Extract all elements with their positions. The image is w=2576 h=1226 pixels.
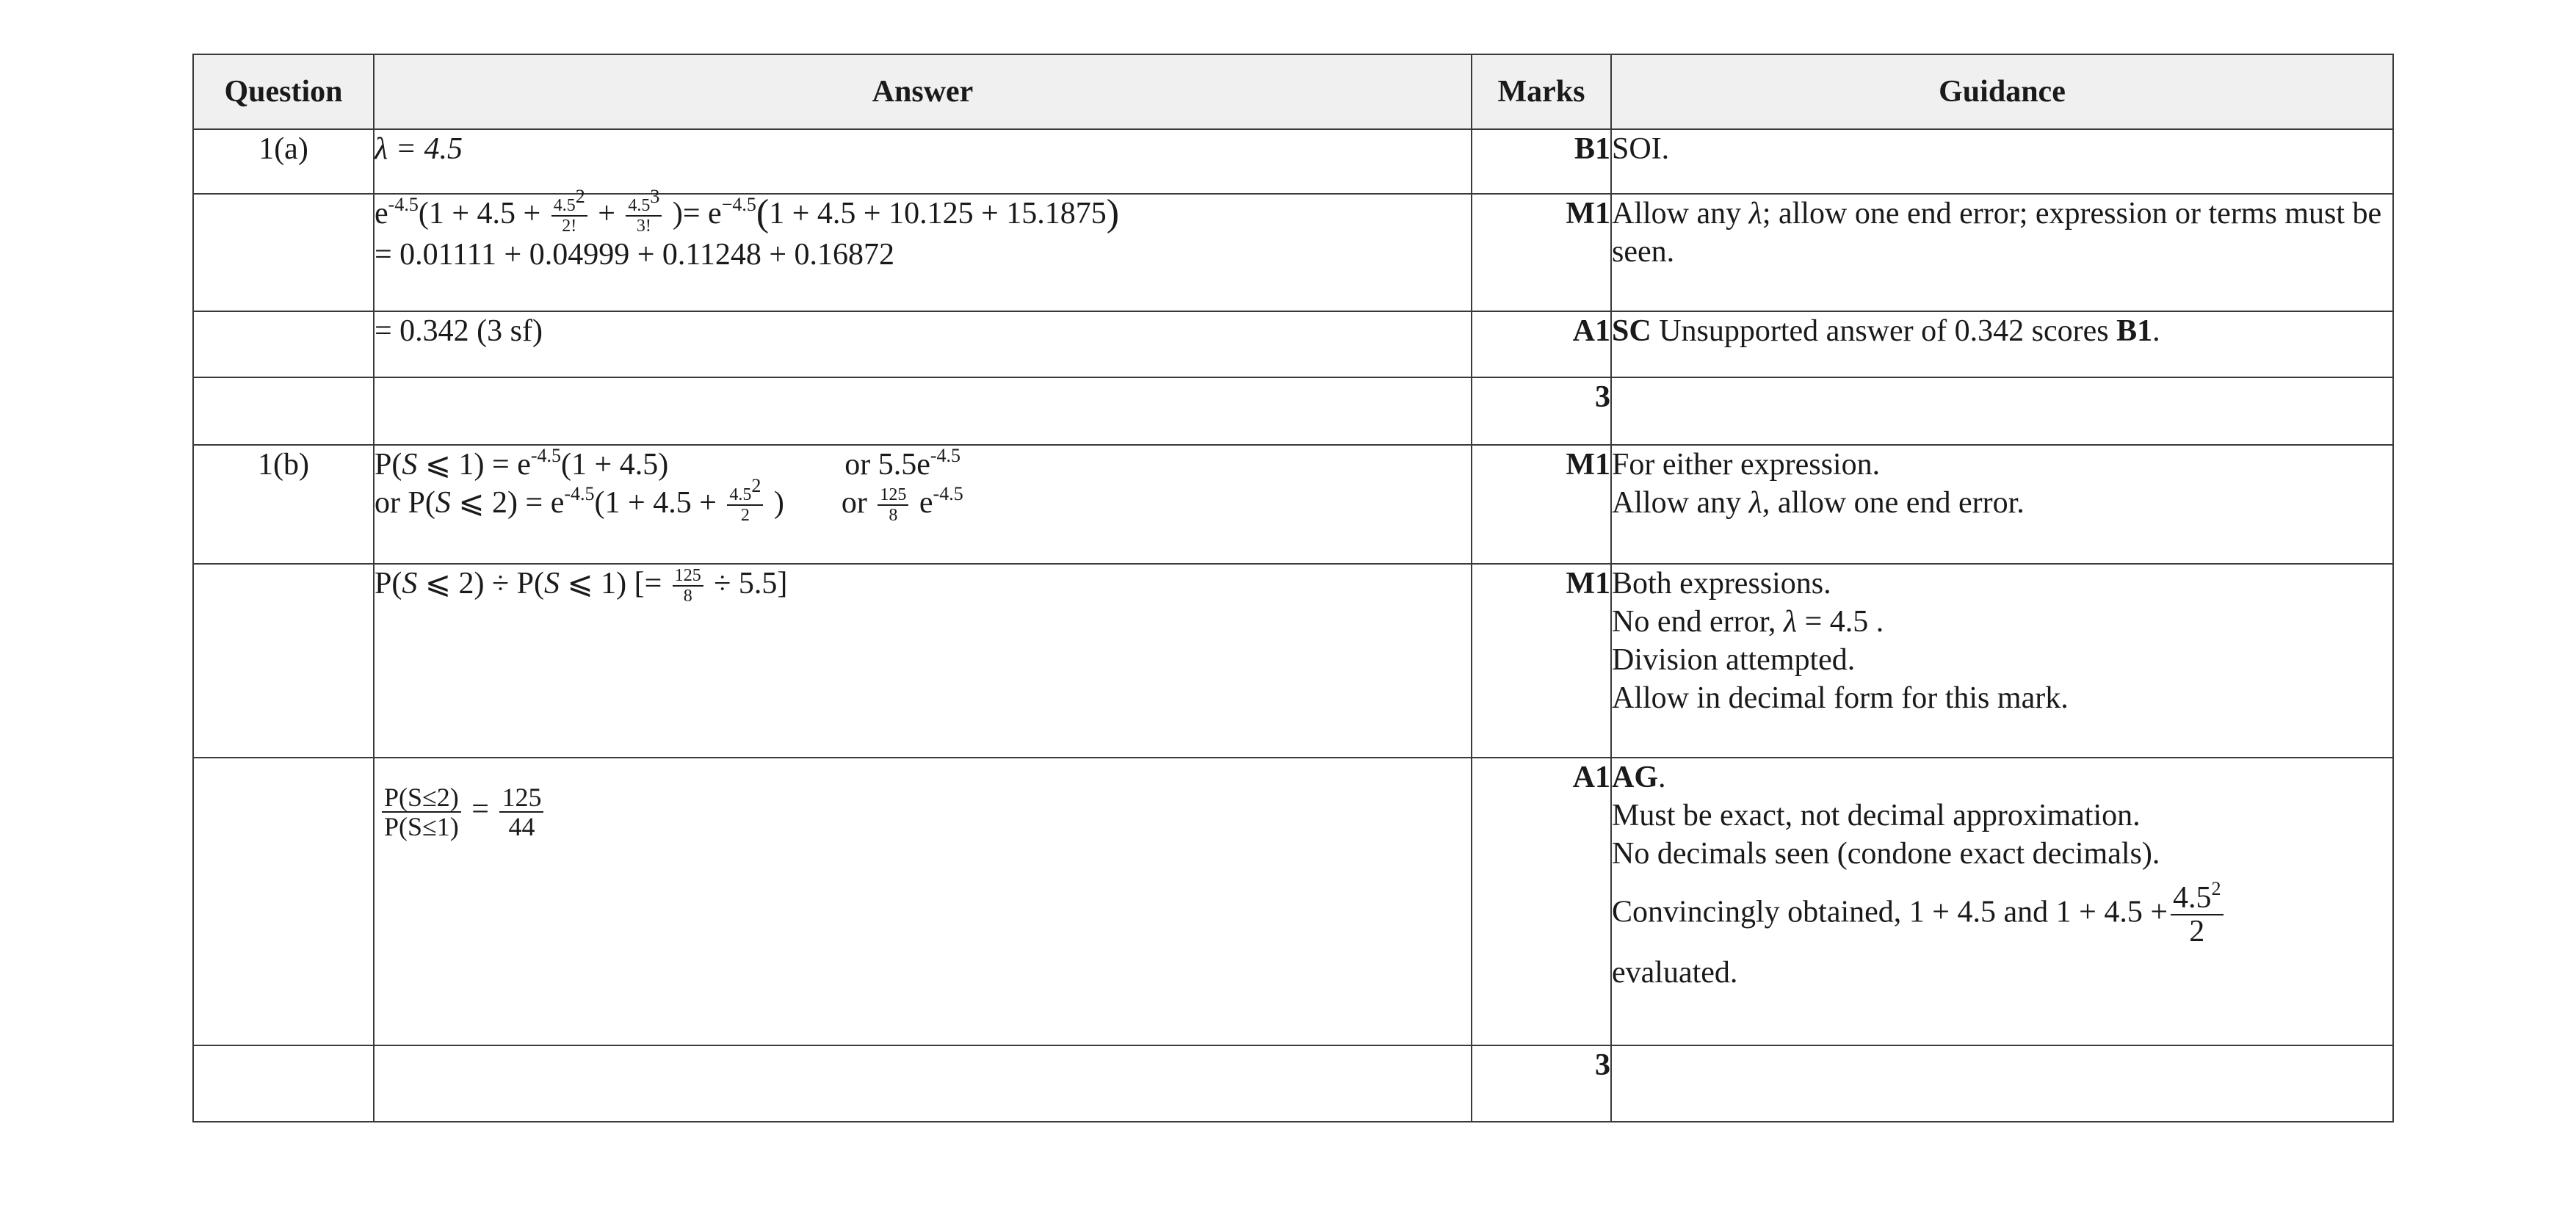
answer-text: (1 + 4.5 + — [418, 197, 549, 231]
question-spacer — [193, 564, 374, 758]
guidance-line: Must be exact, not decimal approximation. — [1612, 799, 2141, 833]
guidance-line: Division attempted. — [1612, 643, 1856, 677]
table-row — [193, 194, 2393, 311]
mark-cell: M1 — [1472, 445, 1611, 564]
question-spacer — [193, 1045, 374, 1122]
answer-text: )= e — [665, 197, 722, 231]
guidance-line: No decimals seen (condone exact decimals). — [1612, 837, 2160, 871]
guidance-line: No end error, λ = 4.5 . — [1612, 605, 1884, 639]
answer-text: = — [463, 792, 497, 827]
answer-line: = 0.01111 + 0.04999 + 0.11248 + 0.16872 — [375, 238, 895, 272]
table-row — [193, 445, 2393, 564]
mark-cell: B1 — [1472, 129, 1611, 194]
guidance-line: evaluated. — [1612, 956, 1738, 990]
guidance-cell — [1611, 564, 2393, 758]
answer-line: P(S ⩽ 2) ÷ P(S ⩽ 1) [= $\frac{125}{8}$ ÷ 5.5] — [375, 566, 788, 606]
answer-line: P(S ⩽ $1) = e^{-4.5}(1 + 4.5)$ or $5.5e^{-4.5}$ — [375, 445, 961, 482]
guidance-line: Allow in decimal form for this mark. — [1612, 681, 2069, 715]
guidance-cell — [1611, 377, 2393, 445]
exponent: -4.5 — [388, 194, 419, 215]
mark-scheme-table — [192, 54, 2394, 1122]
guidance-line: AG. — [1612, 761, 1666, 794]
lambda-answer: λ = 4.5 — [375, 132, 463, 166]
fraction: $\frac{4.5^3}{3!}$ — [626, 196, 662, 236]
header-marks: Marks — [1472, 54, 1611, 129]
guidance-line: Both expressions. — [1612, 567, 1831, 601]
answer-text: + — [590, 197, 623, 231]
answer-text: 1 + 4.5 + 10.125 + 15.1875 — [769, 197, 1107, 231]
mark-cell: A1 — [1472, 311, 1611, 377]
answer-cell — [374, 758, 1472, 1045]
answer-cell — [374, 129, 1472, 194]
question-spacer — [193, 758, 374, 1045]
guidance-cell — [1611, 445, 2393, 564]
answer-cell — [374, 445, 1472, 564]
answer-line: $e^{-4.5}(1 + 4.5$ + $\frac{4.5^2}{2!}$ + $\frac{4.5^3}{3!}$ )= $e^{-4.5}(1 + 4.5 + 10.125 + 15.1875)$ — [375, 186, 1120, 236]
fraction: $\frac{125}{8}$ — [878, 485, 908, 525]
guidance-cell — [1611, 758, 2393, 1045]
guidance-line: Convincingly obtained, 1 + 4.5 and 1 + 4.5 + $\frac{4.5^2}{2}$ — [1612, 882, 2392, 948]
guidance-cell: Allow any λ; allow one end error; expression or terms must be seen. — [1611, 194, 2393, 311]
question-spacer — [193, 194, 374, 311]
table-row — [193, 129, 2393, 194]
answer-cell — [374, 564, 1472, 758]
header-guidance: Guidance — [1611, 54, 2393, 129]
total-mark: 3 — [1472, 1045, 1611, 1122]
fraction: $\frac{4.5^2}{2}$ — [727, 485, 763, 525]
total-mark: 3 — [1472, 377, 1611, 445]
answer-cell — [374, 186, 1472, 311]
guidance-line: Allow any λ, allow one end error. — [1612, 486, 2025, 520]
mark-cell: A1 — [1472, 758, 1611, 1045]
guidance-cell: SC Unsupported answer of 0.342 scores B1. — [1611, 311, 2393, 377]
guidance-cell — [1611, 1045, 2393, 1122]
question-label-1a: 1(a) — [193, 129, 374, 194]
table-row — [193, 377, 2393, 445]
answer-line: or P(S ⩽ $2) = e^{-4.5}(1 + 4.5$ + $\frac{4.5^2}{2}$ ) or $\frac{125}{8}$ $e^{-4.5}$ — [375, 475, 963, 526]
table-row — [193, 1045, 2393, 1122]
mark-cell: M1 — [1472, 194, 1611, 311]
table-row — [193, 564, 2393, 758]
question-spacer — [193, 311, 374, 377]
fraction: $\frac{P(S\le 2)}{P(S\le 1)}$ — [382, 783, 461, 841]
question-label-1b: 1(b) — [193, 445, 374, 564]
fraction: $\frac{125}{8}$ — [673, 566, 703, 606]
answer-text: e — [375, 197, 388, 231]
mark-cell: M1 — [1472, 564, 1611, 758]
guidance-cell: SOI. — [1611, 129, 2393, 194]
answer-cell: = 0.342 (3 sf) — [374, 311, 1472, 377]
header-question: Question — [193, 54, 374, 129]
fraction: $\frac{4.5^2}{2}$ — [2171, 882, 2224, 948]
fraction: $\frac{4.5^2}{2!}$ — [551, 196, 587, 236]
exponent: −4.5 — [721, 194, 756, 215]
table-row — [193, 311, 2393, 377]
answer-cell — [374, 1045, 1472, 1122]
table-row — [193, 758, 2393, 1045]
question-spacer — [193, 377, 374, 445]
fraction: $\frac{125}{44}$ — [499, 783, 543, 841]
guidance-line: For either expression. — [1612, 448, 1881, 482]
header-row — [193, 54, 2393, 129]
header-answer: Answer — [374, 54, 1472, 129]
answer-cell — [374, 377, 1472, 445]
